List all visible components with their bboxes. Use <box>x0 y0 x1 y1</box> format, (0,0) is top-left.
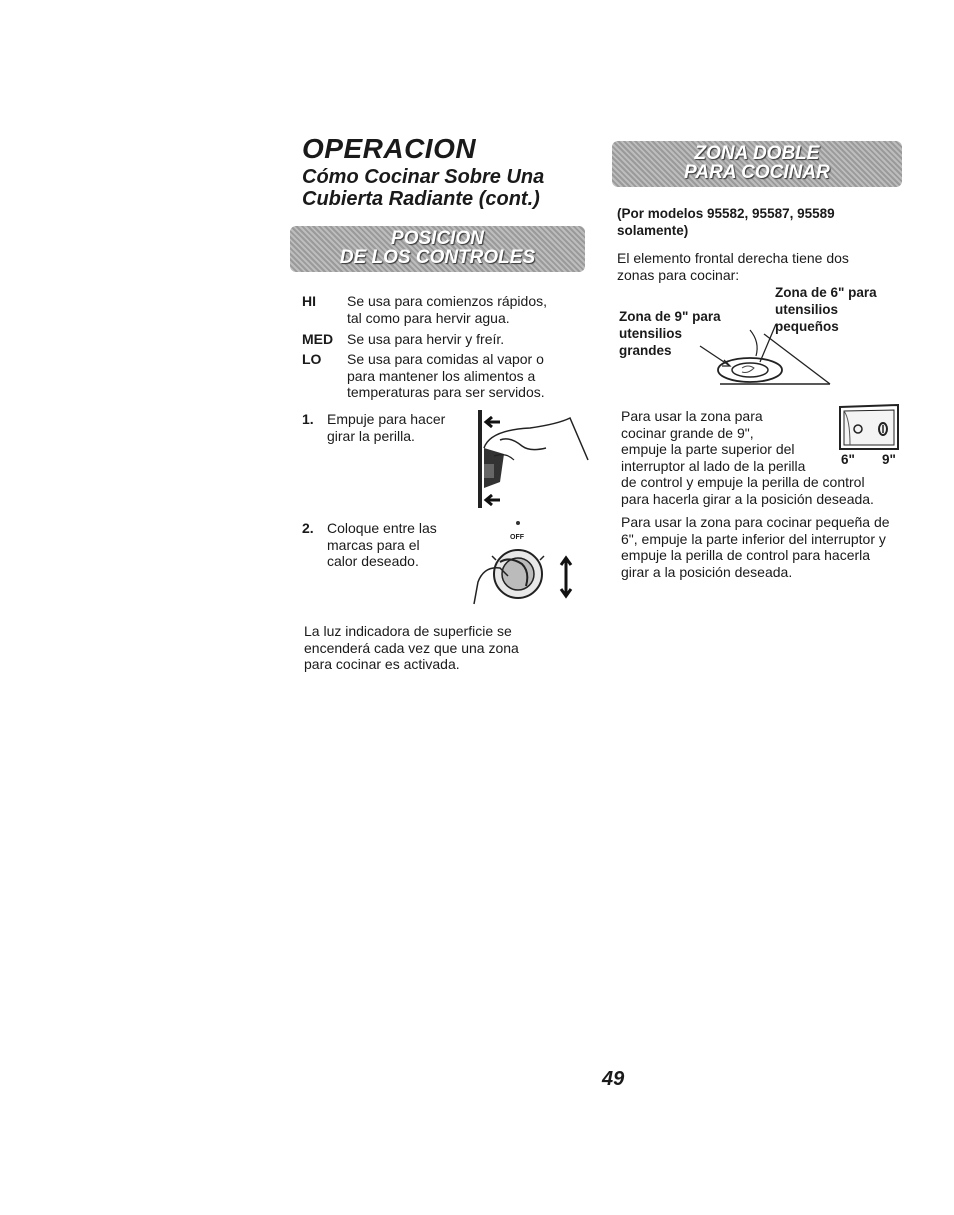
step-text-line: marcas para el <box>327 536 420 553</box>
push-knob-illustration <box>470 408 595 513</box>
note-line: para cocinar es activada. <box>304 656 460 672</box>
setting-desc-line: temperaturas para ser servidos. <box>347 384 545 400</box>
zone-label-line: pequeños <box>775 319 839 334</box>
note-line: encenderá cada vez que una zona <box>304 639 519 656</box>
zone-label-line: Zona de 6" para <box>775 285 877 300</box>
indicator-note <box>304 623 564 673</box>
setting-desc-line: tal como para hervir agua. <box>347 309 510 326</box>
setting-code: HI <box>302 293 316 309</box>
zone-label-line: utensilios <box>775 302 839 317</box>
banner-line: ZONA DOBLE <box>694 143 820 164</box>
setting-desc <box>347 293 587 326</box>
rocker-switch-illustration <box>836 401 902 453</box>
para-line: para hacerla girar a la posición deseada. <box>621 490 874 507</box>
switch-label-6: 6" <box>841 452 855 467</box>
rotate-knob-illustration <box>460 516 585 608</box>
zone-label-line: Zona de 9" para <box>619 309 721 324</box>
models-line: solamente) <box>617 223 689 238</box>
setting-desc-line: Se usa para hervir y freír. <box>347 331 505 347</box>
subtitle-line: Cómo Cocinar Sobre Una <box>302 166 545 188</box>
subtitle-line: Cubierta Radiante (cont.) <box>302 188 540 210</box>
setting-desc-line: Se usa para comidas al vapor o <box>347 351 544 367</box>
note-line: La luz indicadora de superficie se <box>304 623 512 639</box>
models-line: (Por modelos 95582, 95587, 95589 <box>617 206 835 221</box>
step-text-line: girar la perilla. <box>327 427 415 444</box>
para-line: empuje la perilla de control para hacerla <box>621 547 871 563</box>
setting-desc-line: para mantener los alimentos a <box>347 367 536 384</box>
banner-line: POSICION <box>391 228 484 249</box>
zone-label-line: grandes <box>619 343 672 358</box>
banner-posicion-controles <box>290 226 585 272</box>
setting-desc <box>347 351 597 401</box>
switch-label-9: 9" <box>882 452 896 467</box>
step-number: 1. <box>302 411 314 427</box>
para-line: de control y empuje la perilla de control <box>621 474 865 490</box>
para-line: empuje la parte superior del <box>621 441 795 457</box>
step-text-line: Coloque entre las <box>327 520 437 536</box>
step-text <box>327 520 477 570</box>
para-line: girar a la posición deseada. <box>621 563 793 580</box>
page-number: 49 <box>602 1068 625 1090</box>
banner-zona-doble <box>612 141 902 187</box>
small-zone-instructions <box>621 514 921 580</box>
page-subtitle <box>302 166 562 210</box>
para-line: Para usar la zona para <box>621 408 763 424</box>
intro-text <box>617 250 897 283</box>
page-title: OPERACION <box>302 133 477 164</box>
intro-line: zonas para cocinar: <box>617 266 740 283</box>
step-text-line: calor deseado. <box>327 553 419 569</box>
para-line: 6", empuje la parte inferior del interruptor y <box>621 530 886 547</box>
banner-line: DE LOS CONTROLES <box>339 247 536 268</box>
zone-label-line: utensilios <box>619 326 683 341</box>
setting-code: MED <box>302 331 334 347</box>
knob-off-label: OFF <box>510 534 524 541</box>
intro-line: El elemento frontal derecha tiene dos <box>617 250 849 266</box>
setting-desc <box>347 331 587 348</box>
banner-line: PARA COCINAR <box>684 162 830 183</box>
dual-zone-diagram <box>690 322 840 392</box>
models-note <box>617 205 897 239</box>
para-line: Para usar la zona para cocinar pequeña de <box>621 514 890 530</box>
step-text-line: Empuje para hacer <box>327 411 446 427</box>
setting-desc-line: Se usa para comienzos rápidos, <box>347 293 547 309</box>
para-line: cocinar grande de 9", <box>621 424 754 441</box>
setting-code: LO <box>302 351 322 367</box>
step-text <box>327 411 477 444</box>
para-line: interruptor al lado de la perilla <box>621 457 806 474</box>
step-number: 2. <box>302 520 314 536</box>
